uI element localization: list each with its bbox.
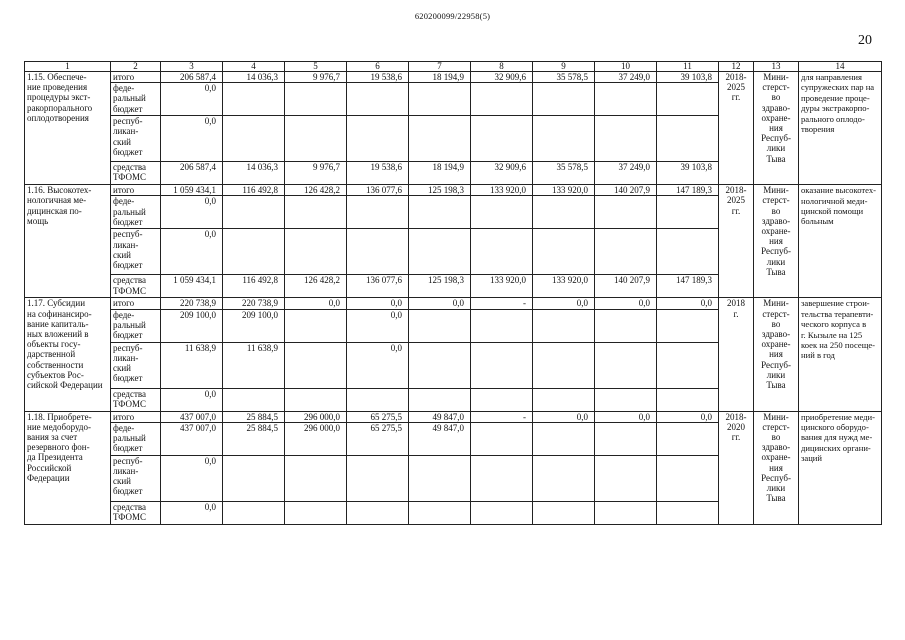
- amount-cell: [595, 229, 657, 275]
- funding-source: феде- ральный бюджет: [111, 83, 161, 116]
- amount-cell: [285, 229, 347, 275]
- amount-cell: 39 103,8: [657, 162, 719, 185]
- amount-cell: [409, 196, 471, 229]
- amount-cell: -: [471, 298, 533, 309]
- amount-cell: 0,0: [161, 501, 223, 524]
- amount-cell: [595, 388, 657, 411]
- amount-cell: [471, 342, 533, 388]
- amount-cell: 11 638,9: [223, 342, 285, 388]
- amount-cell: [471, 83, 533, 116]
- amount-cell: 133 920,0: [471, 185, 533, 196]
- amount-cell: 147 189,3: [657, 275, 719, 298]
- amount-cell: 0,0: [161, 455, 223, 501]
- amount-cell: [223, 455, 285, 501]
- amount-cell: [409, 501, 471, 524]
- column-number: 13: [754, 62, 799, 72]
- amount-cell: 140 207,9: [595, 185, 657, 196]
- amount-cell: 0,0: [595, 411, 657, 422]
- column-number: 3: [161, 62, 223, 72]
- amount-cell: 133 920,0: [533, 275, 595, 298]
- amount-cell: 437 007,0: [161, 422, 223, 455]
- amount-cell: 136 077,6: [347, 185, 409, 196]
- amount-cell: 220 738,9: [161, 298, 223, 309]
- amount-cell: [223, 116, 285, 162]
- amount-cell: 147 189,3: [657, 185, 719, 196]
- amount-cell: [595, 342, 657, 388]
- amount-cell: [347, 501, 409, 524]
- amount-cell: [595, 422, 657, 455]
- column-number: 5: [285, 62, 347, 72]
- funding-source: итого: [111, 411, 161, 422]
- amount-cell: [471, 116, 533, 162]
- amount-cell: [533, 116, 595, 162]
- amount-cell: [533, 455, 595, 501]
- funding-source: феде- ральный бюджет: [111, 422, 161, 455]
- amount-cell: [285, 501, 347, 524]
- amount-cell: 19 538,6: [347, 162, 409, 185]
- amount-cell: 0,0: [161, 116, 223, 162]
- amount-cell: 0,0: [347, 309, 409, 342]
- amount-cell: [595, 455, 657, 501]
- amount-cell: 9 976,7: [285, 162, 347, 185]
- amount-cell: 49 847,0: [409, 411, 471, 422]
- amount-cell: [533, 229, 595, 275]
- expected-result: для направления супружеских пар на проведение проце- дуры экстракорпо- рального оплодо- творения: [799, 72, 882, 185]
- amount-cell: 49 847,0: [409, 422, 471, 455]
- amount-cell: 0,0: [285, 298, 347, 309]
- amount-cell: [223, 196, 285, 229]
- funding-source: респуб- ликан- ский бюджет: [111, 342, 161, 388]
- amount-cell: 125 198,3: [409, 275, 471, 298]
- amount-cell: 296 000,0: [285, 411, 347, 422]
- table-row: [25, 72, 882, 83]
- amount-cell: [409, 455, 471, 501]
- amount-cell: [285, 342, 347, 388]
- amount-cell: [533, 196, 595, 229]
- funding-source: средства ТФОМС: [111, 388, 161, 411]
- amount-cell: 65 275,5: [347, 411, 409, 422]
- amount-cell: [223, 388, 285, 411]
- amount-cell: 206 587,4: [161, 162, 223, 185]
- amount-cell: 136 077,6: [347, 275, 409, 298]
- amount-cell: 14 036,3: [223, 162, 285, 185]
- amount-cell: [409, 83, 471, 116]
- funding-source: средства ТФОМС: [111, 501, 161, 524]
- amount-cell: [409, 342, 471, 388]
- measure-name: 1.16. Высокотех- нологичная ме- дицинская по- мощь: [25, 185, 111, 298]
- amount-cell: 25 884,5: [223, 411, 285, 422]
- amount-cell: [347, 116, 409, 162]
- amount-cell: 126 428,2: [285, 185, 347, 196]
- column-number: 7: [409, 62, 471, 72]
- amount-cell: [471, 229, 533, 275]
- amount-cell: [533, 342, 595, 388]
- amount-cell: [657, 196, 719, 229]
- amount-cell: 0,0: [161, 388, 223, 411]
- funding-source: феде- ральный бюджет: [111, 309, 161, 342]
- amount-cell: 0,0: [161, 229, 223, 275]
- column-number: 4: [223, 62, 285, 72]
- amount-cell: [409, 388, 471, 411]
- amount-cell: 0,0: [533, 411, 595, 422]
- executor: Мини- стерст- во здраво- охране- ния Респуб- лики Тыва: [754, 185, 799, 298]
- amount-cell: 32 909,6: [471, 162, 533, 185]
- measure-name: 1.17. Субсидии на софинансиро- вание капиталь- ных вложений в объекты госу- дарственной собственности субъектов Рос- сийской Федерации: [25, 298, 111, 411]
- amount-cell: [657, 342, 719, 388]
- executor: Мини- стерст- во здраво- охране- ния Респуб- лики Тыва: [754, 411, 799, 524]
- funding-source: итого: [111, 72, 161, 83]
- period: 2018 г.: [719, 298, 754, 411]
- amount-cell: [347, 229, 409, 275]
- amount-cell: 220 738,9: [223, 298, 285, 309]
- amount-cell: 133 920,0: [471, 275, 533, 298]
- column-number: 14: [799, 62, 882, 72]
- amount-cell: [657, 501, 719, 524]
- amount-cell: 296 000,0: [285, 422, 347, 455]
- amount-cell: 11 638,9: [161, 342, 223, 388]
- amount-cell: 116 492,8: [223, 275, 285, 298]
- amount-cell: 133 920,0: [533, 185, 595, 196]
- amount-cell: [471, 455, 533, 501]
- measure-name: 1.15. Обеспече- ние проведения процедуры экст- ракорпорального оплодотворения: [25, 72, 111, 185]
- expected-result: завершение строи- тельства терапевти- ческого корпуса в г. Кызыле на 125 коек на 250 посеще- ний в год: [799, 298, 882, 411]
- executor: Мини- стерст- во здраво- охране- ния Респуб- лики Тыва: [754, 298, 799, 411]
- amount-cell: 0,0: [657, 298, 719, 309]
- amount-cell: [285, 309, 347, 342]
- amount-cell: [347, 83, 409, 116]
- amount-cell: 140 207,9: [595, 275, 657, 298]
- amount-cell: [657, 455, 719, 501]
- amount-cell: [595, 83, 657, 116]
- amount-cell: 0,0: [409, 298, 471, 309]
- funding-source: итого: [111, 298, 161, 309]
- amount-cell: 125 198,3: [409, 185, 471, 196]
- amount-cell: 0,0: [347, 342, 409, 388]
- amount-cell: 1 059 434,1: [161, 185, 223, 196]
- amount-cell: 209 100,0: [223, 309, 285, 342]
- measure-name: 1.18. Приобрете- ние медоборудо- вания за счет резервного фон- да Президента Российской Федерации: [25, 411, 111, 524]
- amount-cell: 126 428,2: [285, 275, 347, 298]
- amount-cell: [285, 196, 347, 229]
- amount-cell: 0,0: [161, 196, 223, 229]
- amount-cell: 32 909,6: [471, 72, 533, 83]
- amount-cell: [409, 116, 471, 162]
- amount-cell: 0,0: [161, 83, 223, 116]
- funding-source: итого: [111, 185, 161, 196]
- amount-cell: [657, 388, 719, 411]
- period: 2018- 2025 гг.: [719, 185, 754, 298]
- amount-cell: [533, 309, 595, 342]
- amount-cell: 116 492,8: [223, 185, 285, 196]
- expected-result: оказание высокотех- нологичной меди- цинской помощи больным: [799, 185, 882, 298]
- column-number: 8: [471, 62, 533, 72]
- amount-cell: [595, 501, 657, 524]
- document-id: 620200099/22958(5): [414, 11, 491, 21]
- column-number: 11: [657, 62, 719, 72]
- amount-cell: 39 103,8: [657, 72, 719, 83]
- amount-cell: 9 976,7: [285, 72, 347, 83]
- amount-cell: [595, 309, 657, 342]
- amount-cell: 437 007,0: [161, 411, 223, 422]
- amount-cell: [657, 422, 719, 455]
- column-number: 9: [533, 62, 595, 72]
- funding-source: феде- ральный бюджет: [111, 196, 161, 229]
- period: 2018- 2025 гг.: [719, 72, 754, 185]
- amount-cell: [285, 116, 347, 162]
- table-row: [25, 185, 882, 196]
- column-number: 6: [347, 62, 409, 72]
- expected-result: приобретение меди- цинского оборудо- вания для нужд ме- дицинских органи- заций: [799, 411, 882, 524]
- table-row: [25, 298, 882, 309]
- amount-cell: [595, 196, 657, 229]
- amount-cell: 65 275,5: [347, 422, 409, 455]
- amount-cell: [409, 229, 471, 275]
- amount-cell: [409, 309, 471, 342]
- amount-cell: 18 194,9: [409, 162, 471, 185]
- amount-cell: 37 249,0: [595, 162, 657, 185]
- column-number: 10: [595, 62, 657, 72]
- amount-cell: [471, 501, 533, 524]
- amount-cell: [471, 309, 533, 342]
- amount-cell: [223, 501, 285, 524]
- amount-cell: [285, 455, 347, 501]
- amount-cell: 0,0: [595, 298, 657, 309]
- column-number: 2: [111, 62, 161, 72]
- amount-cell: [285, 388, 347, 411]
- period: 2018- 2020 гг.: [719, 411, 754, 524]
- funding-source: средства ТФОМС: [111, 275, 161, 298]
- program-table: [24, 61, 882, 525]
- amount-cell: [533, 422, 595, 455]
- amount-cell: 18 194,9: [409, 72, 471, 83]
- funding-source: респуб- ликан- ский бюджет: [111, 229, 161, 275]
- amount-cell: [223, 229, 285, 275]
- amount-cell: [533, 501, 595, 524]
- amount-cell: [657, 116, 719, 162]
- funding-source: респуб- ликан- ский бюджет: [111, 455, 161, 501]
- amount-cell: 1 059 434,1: [161, 275, 223, 298]
- column-number-row: [25, 62, 882, 72]
- table-row: [25, 411, 882, 422]
- amount-cell: [347, 388, 409, 411]
- funding-source: средства ТФОМС: [111, 162, 161, 185]
- amount-cell: [533, 83, 595, 116]
- column-number: 1: [25, 62, 111, 72]
- column-number: 12: [719, 62, 754, 72]
- executor: Мини- стерст- во здраво- охране- ния Респуб- лики Тыва: [754, 72, 799, 185]
- amount-cell: 14 036,3: [223, 72, 285, 83]
- amount-cell: [471, 422, 533, 455]
- amount-cell: 206 587,4: [161, 72, 223, 83]
- amount-cell: 35 578,5: [533, 72, 595, 83]
- amount-cell: [657, 83, 719, 116]
- amount-cell: 37 249,0: [595, 72, 657, 83]
- amount-cell: 35 578,5: [533, 162, 595, 185]
- amount-cell: -: [471, 411, 533, 422]
- funding-source: респуб- ликан- ский бюджет: [111, 116, 161, 162]
- amount-cell: 25 884,5: [223, 422, 285, 455]
- amount-cell: 19 538,6: [347, 72, 409, 83]
- amount-cell: [223, 83, 285, 116]
- amount-cell: 0,0: [657, 411, 719, 422]
- amount-cell: [657, 229, 719, 275]
- amount-cell: [347, 196, 409, 229]
- page-number: 20: [858, 33, 872, 48]
- amount-cell: [471, 196, 533, 229]
- amount-cell: [471, 388, 533, 411]
- amount-cell: 0,0: [347, 298, 409, 309]
- amount-cell: 209 100,0: [161, 309, 223, 342]
- amount-cell: [347, 455, 409, 501]
- amount-cell: 0,0: [533, 298, 595, 309]
- amount-cell: [657, 309, 719, 342]
- amount-cell: [533, 388, 595, 411]
- amount-cell: [595, 116, 657, 162]
- amount-cell: [285, 83, 347, 116]
